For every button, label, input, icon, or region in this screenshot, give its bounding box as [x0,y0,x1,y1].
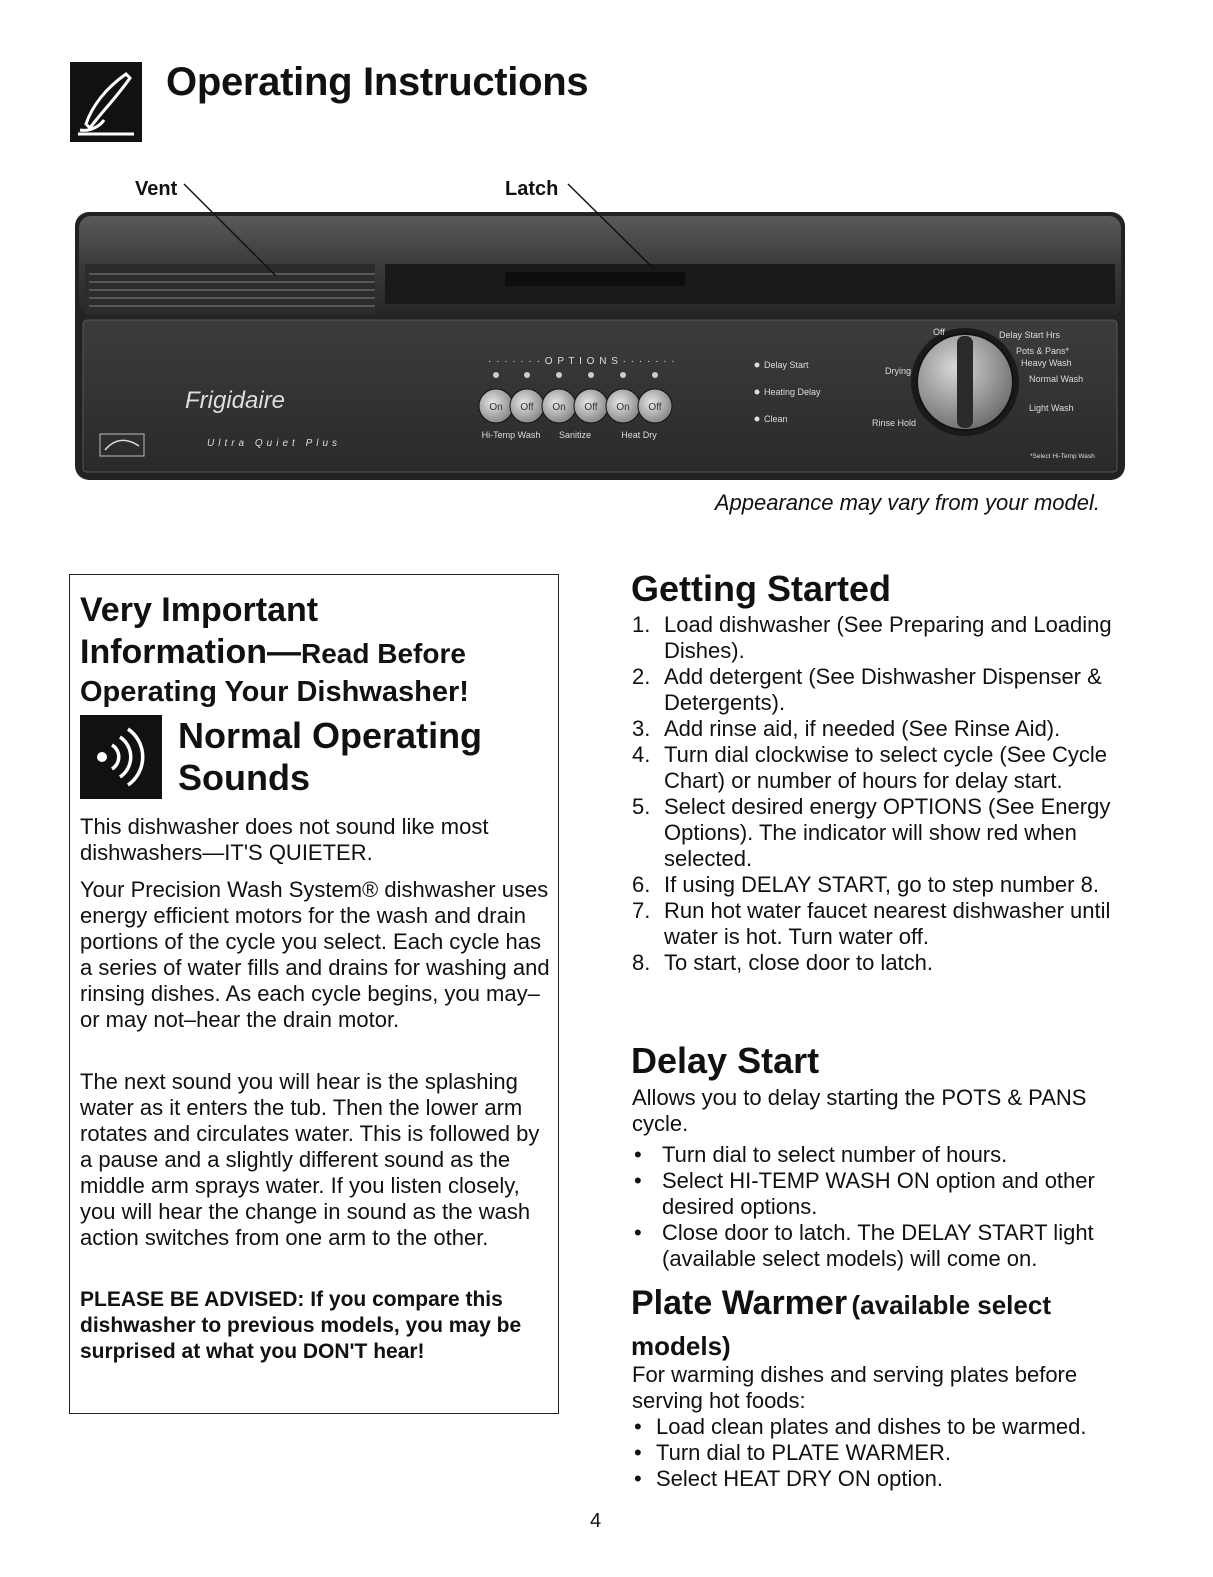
dial-label-off: Off [933,327,945,337]
vent-callout-label: Vent [135,178,178,200]
delay-start-intro: Allows you to delay starting the POTS & PANS cycle. [632,1085,1087,1136]
box-heading-line2b: Read Before [300,638,466,669]
page-number: 4 [590,1510,602,1532]
box-heading-line2a: Information— [80,633,301,671]
plate-warmer-title-main: Plate Warmer [631,1284,848,1322]
svg-text:Off: Off [520,402,534,413]
plate-warmer-intro: For warming dishes and serving plates before serving hot foods: [632,1362,1078,1413]
sounds-title-line2: Sounds [178,757,310,798]
latch-callout-label: Latch [505,178,559,200]
sanitize-on-button[interactable] [542,389,576,423]
list-item: 6. If using DELAY START, go to step number 8. [632,872,1099,897]
svg-text:On: On [616,402,630,413]
sounds-title-line1: Normal Operating [178,715,483,756]
delay-start-bullets [632,1142,1132,1272]
hi-temp-wash-off-button[interactable] [510,389,544,423]
dial-label-rinse: Rinse Hold [872,418,917,428]
sanitize-off-button[interactable] [574,389,608,423]
brand-logo: Frigidaire [185,387,286,414]
model-label: Ultra Quiet Plus [207,438,342,449]
page-title: Operating Instructions [166,60,589,104]
dial-label-pots: Pots & Pans* [1016,346,1070,356]
delay-start-title: Delay Start [631,1040,820,1081]
option-name-hi-temp: Hi-Temp Wash [481,430,541,440]
list-item: • Select HEAT DRY ON option. [634,1466,943,1491]
plate-warmer-bullets [632,1414,1132,1492]
heat-dry-off-button[interactable] [638,389,672,423]
indicator-delay-start: Delay Start [764,360,809,370]
list-item: 1. Load dishwasher (See Preparing and Loading Dishes). [632,612,1112,663]
option-name-sanitize: Sanitize [558,430,592,440]
option-name-heat-dry: Heat Dry [621,430,657,440]
list-item: 2. Add detergent (See Dishwasher Dispenser & Detergents). [632,664,1102,715]
hi-temp-wash-on-button[interactable] [479,389,513,423]
sounds-paragraph-1: This dishwasher does not sound like most dishwashers—IT'S QUIETER. [80,814,489,865]
svg-text:On: On [489,402,503,413]
box-heading-line1: Very Important [80,591,319,629]
svg-text:Off: Off [648,402,662,413]
dial-label-delay: Delay Start Hrs [999,330,1061,340]
dial-label-heavy: Heavy Wash [1021,358,1072,368]
getting-started-title: Getting Started [631,568,892,609]
dial-label-normal: Normal Wash [1029,374,1084,384]
svg-text:On: On [552,402,566,413]
box-heading-line3: Operating Your Dishwasher! [80,676,469,708]
list-item: 5. Select desired energy OPTIONS (See Energy Options). The indicator will show red when selected. [632,794,1111,871]
box-heading-line2 [80,633,550,673]
latch-slot [505,272,685,286]
list-item: 8. To start, close door to latch. [632,950,934,975]
plate-warmer-title [631,1285,1151,1369]
dial-label-light: Light Wash [1029,403,1074,413]
sounds-paragraph-2: Your Precision Wash System® dishwasher uses energy efficient motors for the wash and drain portions of the cycle you select. Each cycle has a series of water fills and drains for washing and rinsing dishes. As each cycle begins, you may–or may not–hear the drain motor. [80,877,550,1032]
panel-caption: Appearance may vary from your model. [714,490,1100,515]
plate-warmer-title-suffix: (available select models) [631,1290,1051,1361]
svg-text:Off: Off [584,402,598,413]
dishwasher-control-panel [75,212,1125,480]
list-item: 7. Run hot water faucet nearest dishwasher until water is hot. Turn water off. [632,898,1111,949]
list-item: • Load clean plates and dishes to be warmed. [634,1414,1087,1439]
indicator-clean: Clean [764,414,788,424]
list-item: • Turn dial to select number of hours. [634,1142,1008,1167]
speaker-sound-icon [80,715,162,799]
cycle-dial[interactable] [911,328,1019,436]
list-item: • Turn dial to PLATE WARMER. [634,1440,952,1465]
important-info-box [69,574,559,1414]
sounds-paragraph-3: The next sound you will hear is the splashing water as it enters the tub. Then the lower arm rotates and circulates water. This is followed by a pause and a slightly different sound as the middle arm sprays water. If you listen closely, you will hear the change in sound as the wash action switches from one arm to the other. [80,1069,540,1250]
advisory-note: PLEASE BE ADVISED: If you compare this dishwasher to previous models, you may be surprised at what you DON'T hear! [80,1288,522,1363]
options-label: · · · · · · · O P T I O N S · · · · · · · [488,356,676,367]
dial-label-drying: Drying [885,366,912,376]
indicator-heating-delay: Heating Delay [764,387,821,397]
dial-footnote: *Select Hi-Temp Wash [1030,453,1095,460]
list-item: 3. Add rinse aid, if needed (See Rinse Aid). [632,716,1061,741]
list-item: • Select HI-TEMP WASH ON option and other desired options. [634,1168,1095,1219]
pen-nib-icon [70,62,142,142]
heat-dry-on-button[interactable] [606,389,640,423]
getting-started-steps [632,612,1132,976]
list-item: 4. Turn dial clockwise to select cycle (See Cycle Chart) or number of hours for delay start. [632,742,1108,793]
sounds-section-title [178,715,482,799]
list-item: • Close door to latch. The DELAY START light (available select models) will come on. [634,1220,1094,1271]
